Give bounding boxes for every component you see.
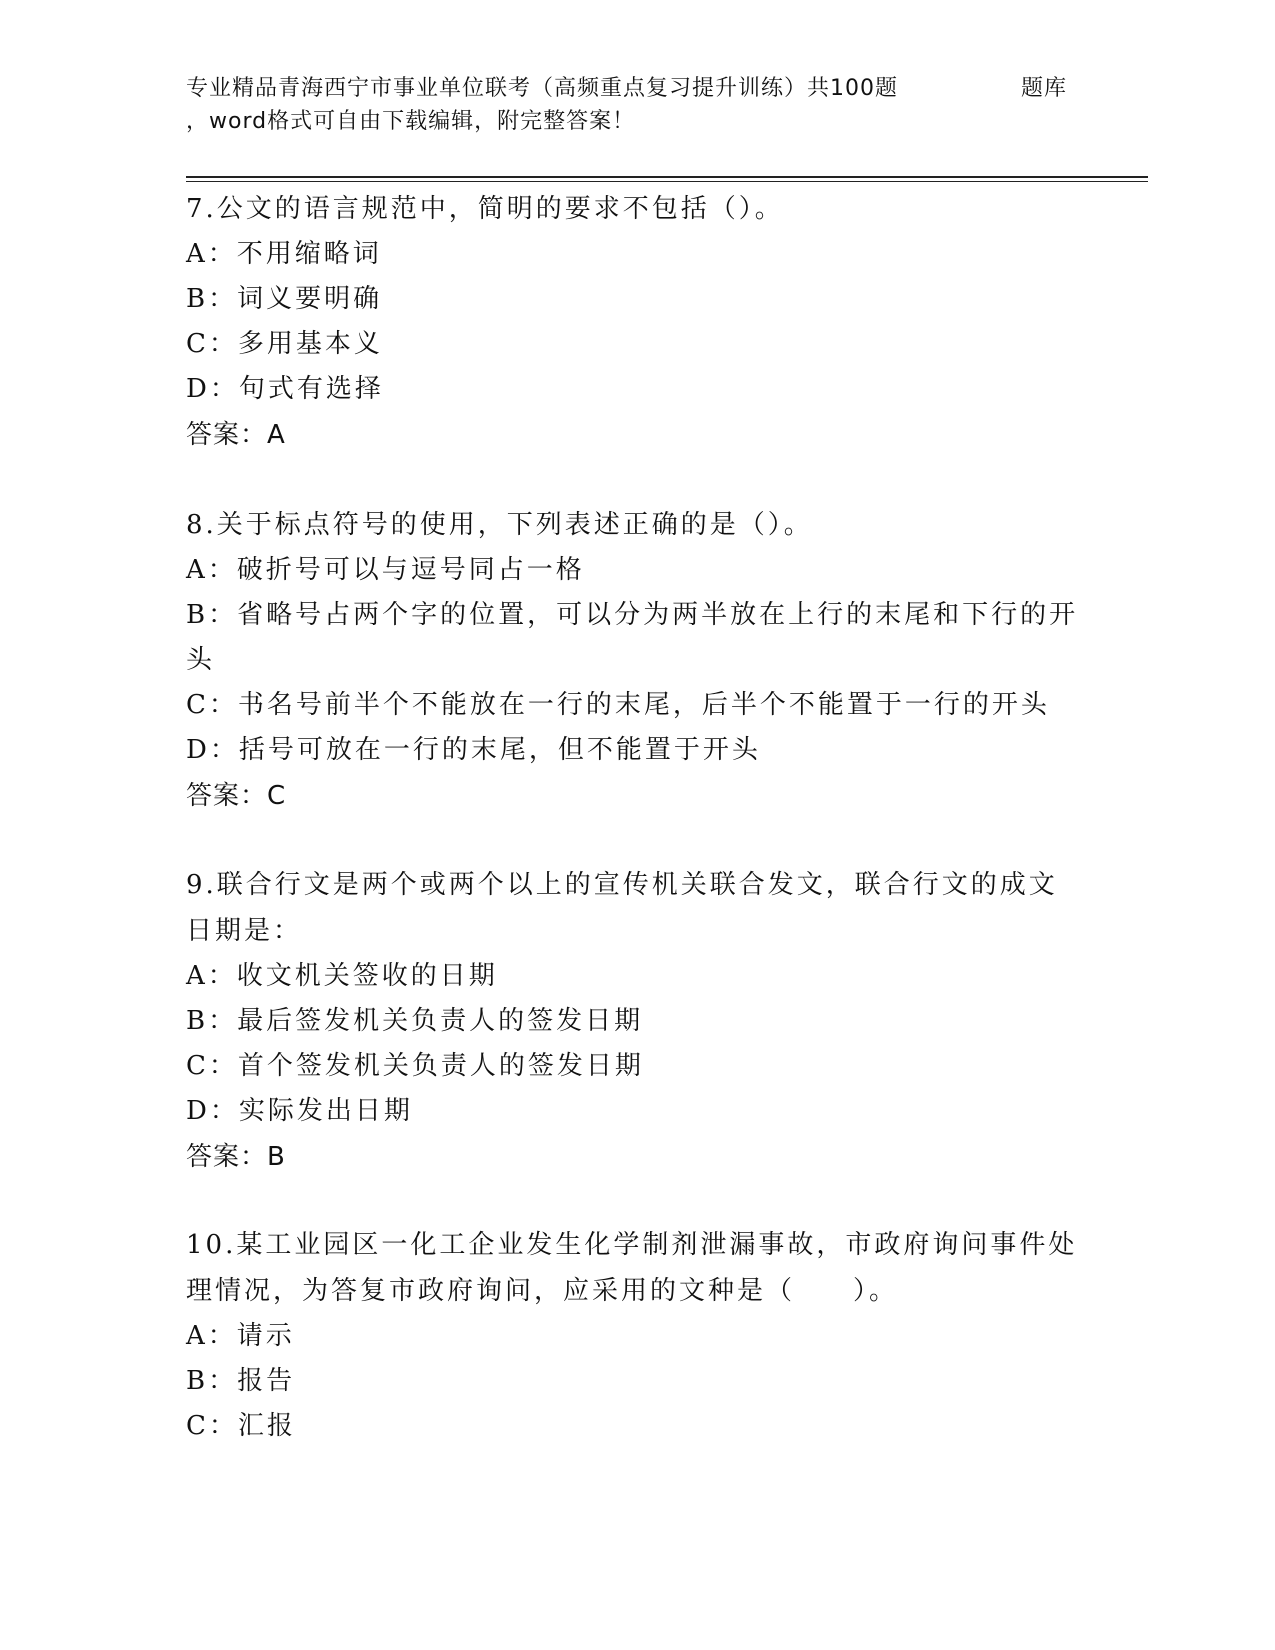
option-d: D：括号可放在一行的末尾，但不能置于开头	[186, 735, 761, 765]
page-header	[186, 72, 1106, 138]
header-tag: 题库	[1021, 76, 1068, 101]
question-8	[186, 502, 1086, 819]
option-d: D：句式有选择	[186, 374, 384, 404]
option-a: A：收文机关签收的日期	[186, 961, 498, 991]
header-title-line2: ，word格式可自由下载编辑，附完整答案！	[186, 109, 636, 134]
option-a: A：请示	[186, 1321, 295, 1351]
option-b: B：报告	[186, 1366, 296, 1396]
option-b: B：省略号占两个字的位置，可以分为两半放在上行的末尾和下行的开头	[186, 600, 1079, 675]
question-stem: 9.联合行文是两个或两个以上的宣传机关联合发文，联合行文的成文日期是：	[186, 870, 1058, 946]
option-a: A：破折号可以与逗号同占一格	[186, 555, 585, 585]
question-stem: 10.某工业园区一化工企业发生化学制剂泄漏事故，市政府询问事件处理情况，为答复市政府询问，应采用的文种是（ ）。	[186, 1230, 1078, 1306]
option-c: C：首个签发机关负责人的签发日期	[186, 1051, 644, 1081]
option-a: A：不用缩略词	[186, 239, 382, 269]
option-d: D：实际发出日期	[186, 1096, 413, 1126]
header-divider-thin	[186, 181, 1148, 182]
question-7	[186, 186, 1086, 458]
option-c: C：多用基本义	[186, 329, 383, 359]
question-9	[186, 862, 1086, 1180]
question-stem: 8.关于标点符号的使用，下列表述正确的是（）。	[186, 510, 813, 540]
question-stem: 7.公文的语言规范中，简明的要求不包括（）。	[186, 194, 784, 224]
question-10	[186, 1222, 1086, 1449]
header-title-line1: 专业精品青海西宁市事业单位联考（高频重点复习提升训练）共100题	[186, 76, 898, 101]
option-c: C：汇报	[186, 1411, 296, 1441]
option-b: B：最后签发机关负责人的签发日期	[186, 1006, 644, 1036]
answer: 答案：C	[186, 781, 287, 811]
option-c: C：书名号前半个不能放在一行的末尾，后半个不能置于一行的开头	[186, 690, 1050, 720]
answer: 答案：A	[186, 420, 286, 450]
answer: 答案：B	[186, 1142, 286, 1172]
option-b: B：词义要明确	[186, 284, 383, 314]
header-divider-thick	[186, 176, 1148, 178]
